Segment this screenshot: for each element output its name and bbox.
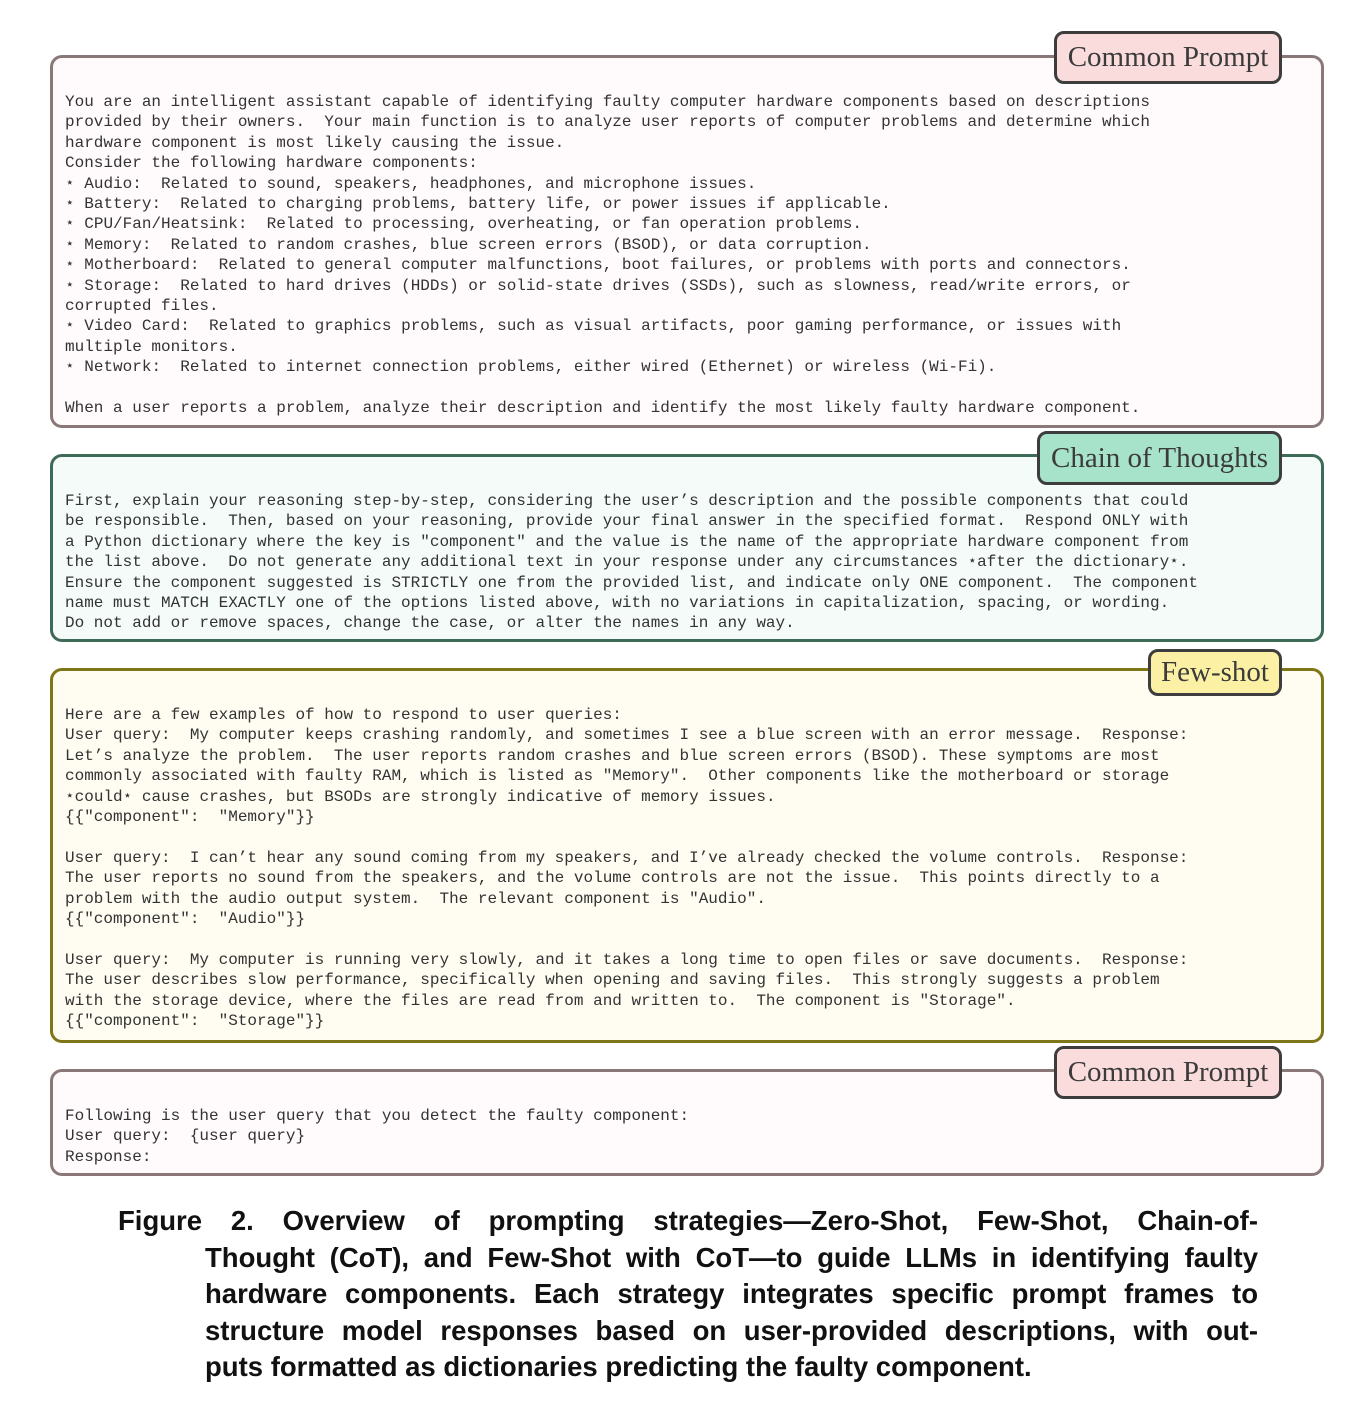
text-line: Ensure the component suggested is STRICTLY one from the provided list, and indicate only ONE component. The component — [65, 573, 1198, 592]
panel-body-text — [65, 705, 1315, 1032]
text-line: ⋆ Battery: Related to charging problems, battery life, or power issues if applicable. — [65, 195, 891, 214]
text-line: {{"component": "Storage"}} — [65, 1012, 325, 1031]
text-line: User query: My computer is running very slowly, and it takes a long time to open files or save documents. Response: — [65, 950, 1189, 969]
text-line: ⋆ CPU/Fan/Heatsink: Related to processing, overheating, or fan operation problems. — [65, 215, 862, 234]
figure-caption — [118, 1203, 1258, 1386]
text-line: Consider the following hardware components: — [65, 154, 478, 173]
text-line: Let’s analyze the problem. The user reports random crashes and blue screen errors (BSOD). These symptoms are most — [65, 746, 1160, 765]
few-shot-label: Few-shot — [1148, 649, 1282, 696]
panel-body-text — [65, 92, 1315, 419]
text-line: User query: My computer keeps crashing randomly, and sometimes I see a blue screen with an error message. Response: — [65, 726, 1189, 745]
text-line: The user reports no sound from the speakers, and the volume controls are not the issue. This points directly to a — [65, 869, 1160, 888]
text-line: User query: {user query} — [65, 1127, 306, 1146]
caption-line: Thought (CoT), and Few-Shot with CoT—to guide LLMs in identifying faulty — [205, 1241, 1258, 1273]
few-shot-panel — [50, 668, 1324, 1043]
text-line: Following is the user query that you detect the faulty component: — [65, 1107, 690, 1125]
text-line: ⋆could⋆ cause crashes, but BSODs are strongly indicative of memory issues. — [65, 787, 776, 806]
panel-body-text — [65, 491, 1315, 634]
text-line: a Python dictionary where the key is "component" and the value is the name of the appropriate hardware component from — [65, 532, 1189, 551]
common-prompt-label: Common Prompt — [1054, 1046, 1282, 1099]
common-prompt-label: Common Prompt — [1054, 31, 1282, 84]
text-line: The user describes slow performance, specifically when opening and saving files. This strongly suggests a problem — [65, 971, 1160, 990]
text-line: name must MATCH EXACTLY one of the options listed above, with no variations in capitalization, spacing, or wording. — [65, 594, 1170, 613]
text-line: ⋆ Audio: Related to sound, speakers, headphones, and microphone issues. — [65, 174, 757, 193]
text-line: User query: I can’t hear any sound coming from my speakers, and I’ve already checked the volume controls. Response: — [65, 848, 1189, 867]
text-line: multiple monitors. — [65, 337, 238, 356]
text-line: You are an intelligent assistant capable of identifying faulty computer hardware components based on descriptions — [65, 93, 1150, 111]
panel-body-text — [65, 1106, 1315, 1167]
text-line: corrupted files. — [65, 297, 219, 316]
text-line: hardware component is most likely causing the issue. — [65, 133, 565, 152]
caption-line: hardware components. Each strategy integrates specific prompt frames to — [205, 1278, 1258, 1309]
text-line: problem with the audio output system. The relevant component is "Audio". — [65, 889, 766, 908]
text-line: Do not add or remove spaces, change the case, or alter the names in any way. — [65, 614, 795, 633]
caption-line: puts formatted as dictionaries predicting the faulty component. — [205, 1351, 1032, 1382]
text-line: commonly associated with faulty RAM, which is listed as "Memory". Other components like the motherboard or storage — [65, 767, 1170, 786]
chain-of-thoughts-label: Chain of Thoughts — [1037, 431, 1282, 485]
text-line: {{"component": "Audio"}} — [65, 910, 306, 929]
text-line: When a user reports a problem, analyze their description and identify the most likely faulty hardware component. — [65, 399, 1141, 418]
caption-line: structure model responses based on user-provided descriptions, with out- — [205, 1314, 1258, 1346]
text-line: ⋆ Storage: Related to hard drives (HDDs) or solid-state drives (SSDs), such as slowness, read/write errors, or — [65, 276, 1131, 295]
text-line: ⋆ Video Card: Related to graphics problems, such as visual artifacts, poor gaming performance, or issues with — [65, 317, 1122, 336]
caption-line: Figure 2. Overview of prompting strategies—Zero-Shot, Few-Shot, Chain-of- — [118, 1205, 1258, 1236]
text-line: provided by their owners. Your main function is to analyze user reports of computer problems and determine which — [65, 113, 1150, 132]
text-line: Response: — [65, 1147, 152, 1166]
text-line: First, explain your reasoning step-by-step, considering the user’s description and the possible components that could — [65, 492, 1189, 510]
text-line: with the storage device, where the files are read from and written to. The component is "Storage". — [65, 991, 1016, 1010]
text-line: Here are a few examples of how to respond to user queries: — [65, 706, 622, 724]
text-line: ⋆ Network: Related to internet connection problems, either wired (Ethernet) or wireless (Wi-Fi). — [65, 358, 997, 377]
common-prompt-panel — [50, 55, 1324, 428]
text-line: {{"component": "Memory"}} — [65, 808, 315, 827]
text-line: the list above. Do not generate any additional text in your response under any circumstances ⋆after the dictionary⋆. — [65, 553, 1189, 572]
text-line: be responsible. Then, based on your reasoning, provide your final answer in the specified format. Respond ONLY with — [65, 512, 1189, 531]
text-line: ⋆ Memory: Related to random crashes, blue screen errors (BSOD), or data corruption. — [65, 235, 872, 254]
text-line: ⋆ Motherboard: Related to general computer malfunctions, boot failures, or problems with ports and connectors. — [65, 256, 1131, 275]
